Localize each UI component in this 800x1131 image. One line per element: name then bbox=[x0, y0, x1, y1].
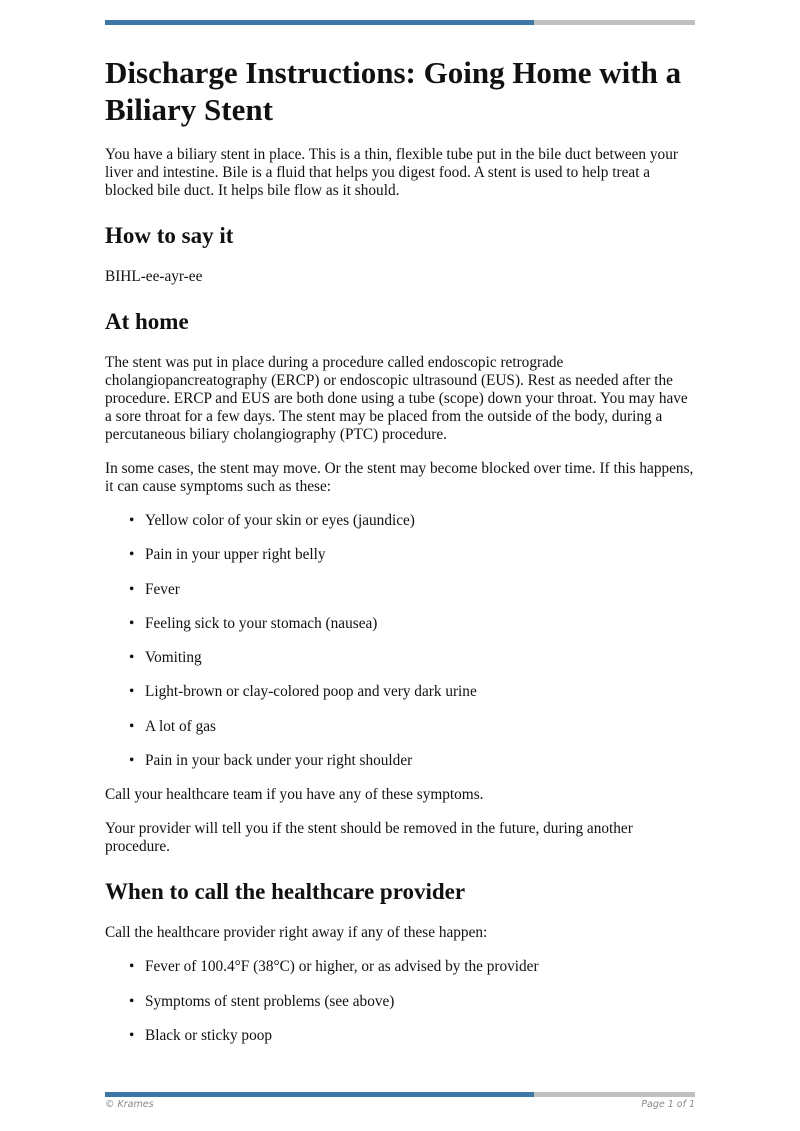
list-item bbox=[129, 1026, 695, 1045]
heading-when-to-call: When to call the healthcare provider bbox=[105, 879, 466, 905]
bullet-icon: • bbox=[129, 717, 135, 735]
list-item-text: Black or sticky poop bbox=[145, 1026, 273, 1044]
copyright: © Krames bbox=[105, 1099, 154, 1110]
page-number: Page 1 of 1 bbox=[641, 1099, 695, 1110]
bullet-icon: • bbox=[129, 683, 135, 701]
bottom-progress-bar bbox=[105, 1092, 695, 1097]
bottom-progress-track bbox=[534, 1092, 695, 1097]
at-home-paragraph-4: Your provider will tell you if the stent should be removed in the future, during another procedure. bbox=[105, 820, 633, 856]
list-item bbox=[129, 580, 695, 599]
top-progress-bar bbox=[105, 20, 695, 25]
at-home-paragraph-3: Call your healthcare team if you have any of these symptoms. bbox=[105, 786, 484, 804]
list-item bbox=[129, 649, 695, 667]
list-item bbox=[129, 512, 695, 530]
document-content bbox=[105, 54, 695, 1061]
list-item bbox=[129, 683, 695, 701]
intro-paragraph: You have a biliary stent in place. This is a thin, flexible tube put in the bile duct between your liver and intestine. Bile is a fluid that helps you digest food. A stent is used to help treat a blocked bile duct. It helps bile flow as it should. bbox=[105, 146, 678, 199]
at-home-paragraph-1: The stent was put in place during a procedure called endoscopic retrograde cholangiopancreatography (ERCP) or endoscopic ultrasound (EUS). Rest as needed after the procedure. ERCP and EUS are both done using a tube (scope) down your throat. You may have a sore throat for a few days. The stent may be placed from the outside of the body, during a percutaneous biliary cholangiography (PTC) procedure. bbox=[105, 354, 688, 443]
bullet-icon: • bbox=[129, 580, 135, 598]
bullet-icon: • bbox=[129, 958, 135, 976]
list-item-text: Symptoms of stent problems (see above) bbox=[145, 992, 395, 1010]
list-item bbox=[129, 752, 695, 770]
heading-how-to-say-it: How to say it bbox=[105, 223, 234, 248]
bullet-icon: • bbox=[129, 512, 135, 529]
list-item-text: A lot of gas bbox=[145, 717, 216, 735]
list-item-text: Yellow color of your skin or eyes (jaundice) bbox=[145, 512, 415, 529]
list-item-text: Feeling sick to your stomach (nausea) bbox=[145, 614, 378, 632]
list-item bbox=[129, 717, 695, 736]
list-item-text: Light-brown or clay-colored poop and very dark urine bbox=[145, 683, 477, 701]
at-home-paragraph-2: In some cases, the stent may move. Or the stent may become blocked over time. If this happens, it can cause symptoms such as these: bbox=[105, 460, 694, 495]
list-item-text: Fever bbox=[145, 580, 180, 598]
top-progress-track bbox=[534, 20, 695, 25]
bottom-progress-fill bbox=[105, 1092, 534, 1097]
when-to-call-list bbox=[105, 958, 695, 1045]
bullet-icon: • bbox=[129, 614, 135, 632]
list-item-text: Pain in your upper right belly bbox=[145, 546, 326, 564]
bullet-icon: • bbox=[129, 649, 135, 667]
page-title: Discharge Instructions: Going Home with a Biliary Stent bbox=[105, 55, 682, 127]
when-to-call-intro: Call the healthcare provider right away if any of these happen: bbox=[105, 924, 488, 942]
list-item-text: Fever of 100.4°F (38°C) or higher, or as advised by the provider bbox=[145, 958, 539, 976]
symptoms-list bbox=[105, 512, 695, 770]
list-item bbox=[129, 992, 695, 1011]
bullet-icon: • bbox=[129, 1026, 135, 1044]
bullet-icon: • bbox=[129, 992, 135, 1010]
bullet-icon: • bbox=[129, 752, 135, 770]
top-progress-fill bbox=[105, 20, 534, 25]
list-item bbox=[129, 958, 695, 976]
heading-at-home: At home bbox=[105, 309, 189, 334]
pronunciation: BIHL-ee-ayr-ee bbox=[105, 268, 203, 285]
list-item bbox=[129, 546, 695, 564]
page-footer bbox=[105, 1099, 695, 1110]
list-item-text: Pain in your back under your right shoulder bbox=[145, 752, 413, 770]
list-item-text: Vomiting bbox=[145, 649, 202, 667]
bullet-icon: • bbox=[129, 546, 135, 564]
list-item bbox=[129, 614, 695, 633]
